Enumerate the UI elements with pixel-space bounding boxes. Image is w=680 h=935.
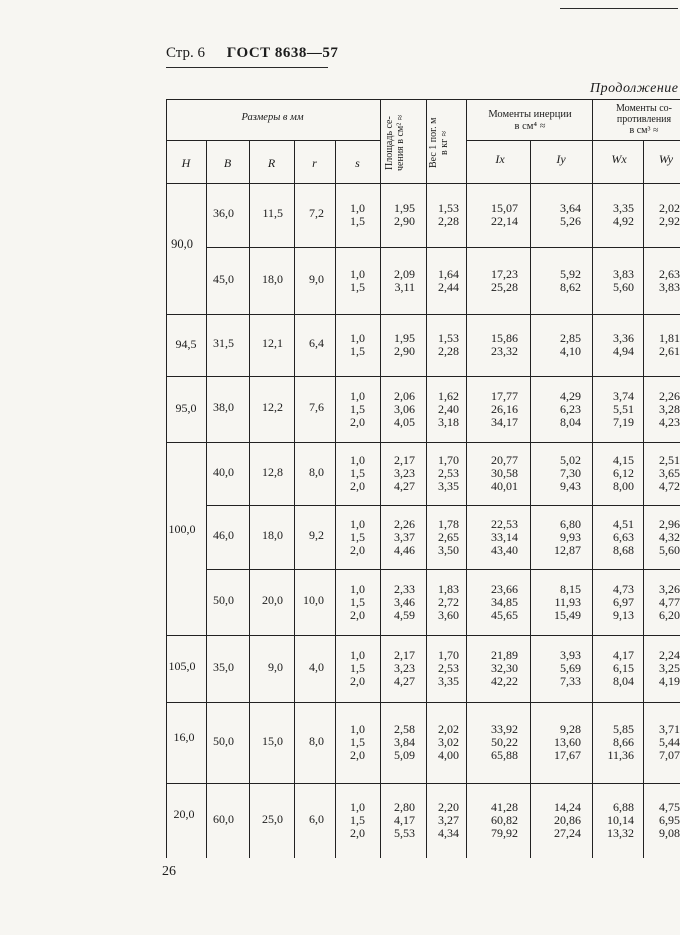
cell-ix: 17,23 25,28 [491, 267, 518, 294]
col-wx: Wx [611, 152, 627, 166]
cell-wx: 3,74 5,51 7,19 [613, 389, 634, 429]
cell-r: 6,4 [309, 336, 324, 350]
h-value: 90,0 [171, 237, 193, 251]
cell-wy: 2,26 3,28 4,23 [659, 389, 680, 429]
cell-s: 1,0 1,5 2,0 [350, 389, 365, 429]
cell-b: 46,0 [213, 528, 234, 542]
row-rule [166, 635, 680, 636]
cell-area: 1,95 2,90 [394, 331, 415, 358]
cell-r: 7,2 [309, 206, 324, 220]
cell-wy: 2,96 4,32 5,60 [659, 517, 680, 557]
continued-label: Продолжение [590, 81, 679, 96]
cell-ix: 21,89 32,30 42,22 [491, 648, 518, 688]
cell-r: 20,0 [262, 593, 283, 607]
cell-ix: 33,92 50,22 65,88 [491, 722, 518, 762]
cell-r: 8,0 [309, 465, 324, 479]
cell-r: 9,0 [268, 660, 283, 674]
cell-r: 11,5 [262, 206, 283, 220]
cell-b: 38,0 [213, 400, 234, 414]
cell-weight: 2,02 3,02 4,00 [438, 722, 459, 762]
cell-r: 8,0 [309, 734, 324, 748]
cell-b: 60,0 [213, 812, 234, 826]
heading-resistance: Моменты со- противления в см³ ≈ [616, 103, 672, 136]
cell-s: 1,0 1,5 2,0 [350, 582, 365, 622]
cell-ix: 15,86 23,32 [491, 331, 518, 358]
cell-ix: 15,07 22,14 [491, 201, 518, 228]
cell-weight: 1,64 2,44 [438, 267, 459, 294]
cell-s: 1,0 1,5 [350, 267, 365, 294]
cell-wx: 4,73 6,97 9,13 [613, 582, 634, 622]
cell-area: 2,06 3,06 4,05 [394, 389, 415, 429]
cell-r: 7,6 [309, 400, 324, 414]
cell-wy: 2,63 3,83 [659, 267, 680, 294]
cell-r: 9,2 [309, 528, 324, 542]
h-value: 95,0 [175, 401, 197, 415]
h-value: 94,5 [175, 337, 197, 351]
cell-b: 45,0 [213, 272, 234, 286]
cell-weight: 1,53 2,28 [438, 331, 459, 358]
cell-iy: 14,24 20,86 27,24 [554, 800, 581, 840]
page-number: Стр. 6 [166, 45, 206, 61]
row-rule [166, 376, 680, 377]
cell-ix: 23,66 34,85 45,65 [491, 582, 518, 622]
cell-area: 2,33 3,46 4,59 [394, 582, 415, 622]
cell-ix: 20,77 30,58 40,01 [491, 453, 518, 493]
cell-weight: 1,78 2,65 3,50 [438, 517, 459, 557]
cell-wy: 3,71 5,44 7,07 [659, 722, 680, 762]
cell-area: 1,95 2,90 [394, 201, 415, 228]
heading-inertia: Моменты инерции в см⁴ ≈ [488, 109, 572, 132]
cell-r: 15,0 [262, 734, 283, 748]
h-value: 20,0 [173, 807, 195, 821]
cell-area: 2,26 3,37 4,46 [394, 517, 415, 557]
cell-area: 2,58 3,84 5,09 [394, 722, 415, 762]
cell-area: 2,17 3,23 4,27 [394, 453, 415, 493]
cell-r: 6,0 [309, 812, 324, 826]
cell-b: 35,0 [213, 660, 234, 674]
cell-b: 40,0 [213, 465, 234, 479]
cell-iy: 3,64 5,26 [560, 201, 581, 228]
cell-b: 31,5 [213, 336, 234, 350]
row-rule [166, 442, 680, 443]
cell-iy: 5,92 8,62 [560, 267, 581, 294]
cell-wy: 3,26 4,77 6,20 [659, 582, 680, 622]
cell-iy: 8,15 11,93 15,49 [554, 582, 581, 622]
row-rule [206, 505, 680, 506]
cell-b: 36,0 [213, 206, 234, 220]
rule-top [166, 99, 680, 100]
cell-iy: 6,80 9,93 12,87 [554, 517, 581, 557]
col-ix: Ix [495, 152, 505, 166]
h-value: 16,0 [173, 730, 195, 744]
cell-iy: 2,85 4,10 [560, 331, 581, 358]
heading-weight: Вес 1 пог. м в кг ≈ [428, 117, 450, 169]
cell-wy: 2,02 2,92 [659, 201, 680, 228]
cell-r: 18,0 [262, 272, 283, 286]
cell-s: 1,0 1,5 2,0 [350, 517, 365, 557]
col-iy: Iy [556, 152, 566, 166]
cell-r: 12,8 [262, 465, 283, 479]
cell-wx: 4,51 6,63 8,68 [613, 517, 634, 557]
rule-subhead [166, 140, 380, 141]
cell-iy: 9,28 13,60 17,67 [554, 722, 581, 762]
rule-subhead-2 [466, 140, 680, 141]
col-h: H [181, 156, 191, 170]
cell-area: 2,09 3,11 [394, 267, 415, 294]
heading-sizes: Размеры в мм [241, 112, 304, 123]
cell-r: 9,0 [309, 272, 324, 286]
cell-s: 1,0 1,5 2,0 [350, 648, 365, 688]
row-rule [166, 314, 680, 315]
cell-weight: 1,83 2,72 3,60 [438, 582, 459, 622]
cell-s: 1,0 1,5 2,0 [350, 453, 365, 493]
row-rule [206, 247, 680, 248]
cell-s: 1,0 1,5 [350, 331, 365, 358]
col-r-small: r [312, 156, 317, 170]
col-s: s [355, 156, 360, 170]
cell-b: 50,0 [213, 593, 234, 607]
cell-r: 10,0 [303, 593, 324, 607]
col-r-big: R [267, 156, 276, 170]
cell-s: 1,0 1,5 2,0 [350, 800, 365, 840]
column-rule [166, 99, 167, 858]
rule-head-bottom [166, 183, 680, 184]
cell-weight: 1,62 2,40 3,18 [438, 389, 459, 429]
cell-wx: 4,15 6,12 8,00 [613, 453, 634, 493]
cell-weight: 1,53 2,28 [438, 201, 459, 228]
cell-s: 1,0 1,5 2,0 [350, 722, 365, 762]
cell-weight: 1,70 2,53 3,35 [438, 453, 459, 493]
cell-ix: 17,77 26,16 34,17 [491, 389, 518, 429]
cell-iy: 5,02 7,30 9,43 [560, 453, 581, 493]
cell-wx: 6,88 10,14 13,32 [607, 800, 634, 840]
cell-wx: 5,85 8,66 11,36 [607, 722, 634, 762]
cell-wx: 3,35 4,92 [613, 201, 634, 228]
standard-title: ГОСТ 8638—57 [226, 45, 339, 61]
cell-area: 2,80 4,17 5,53 [394, 800, 415, 840]
cell-r: 25,0 [262, 812, 283, 826]
row-rule [206, 569, 680, 570]
cell-wx: 3,36 4,94 [613, 331, 634, 358]
cell-wy: 2,51 3,65 4,72 [659, 453, 680, 493]
cell-wy: 4,75 6,95 9,08 [659, 800, 680, 840]
cell-wy: 2,24 3,25 4,19 [659, 648, 680, 688]
h-value: 105,0 [168, 659, 196, 673]
cell-ix: 22,53 33,14 43,40 [491, 517, 518, 557]
cell-area: 2,17 3,23 4,27 [394, 648, 415, 688]
cell-r: 4,0 [309, 660, 324, 674]
row-rule [166, 702, 680, 703]
row-rule [166, 783, 680, 784]
heading-area: Площадь се- чения в см² ≈ [384, 114, 406, 172]
cell-wx: 3,83 5,60 [613, 267, 634, 294]
cell-r: 12,2 [262, 400, 283, 414]
cell-iy: 4,29 6,23 8,04 [560, 389, 581, 429]
col-wy: Wy [658, 152, 674, 166]
h-value: 100,0 [168, 522, 196, 536]
cell-b: 50,0 [213, 734, 234, 748]
cell-s: 1,0 1,5 [350, 201, 365, 228]
page-folio: 26 [162, 864, 176, 879]
cell-weight: 2,20 3,27 4,34 [438, 800, 459, 840]
col-b: B [223, 156, 232, 170]
cell-weight: 1,70 2,53 3,35 [438, 648, 459, 688]
cell-wy: 1,81 2,61 [659, 331, 680, 358]
cell-ix: 41,28 60,82 79,92 [491, 800, 518, 840]
cell-wx: 4,17 6,15 8,04 [613, 648, 634, 688]
cell-iy: 3,93 5,69 7,33 [560, 648, 581, 688]
cell-r: 18,0 [262, 528, 283, 542]
cell-r: 12,1 [262, 336, 283, 350]
